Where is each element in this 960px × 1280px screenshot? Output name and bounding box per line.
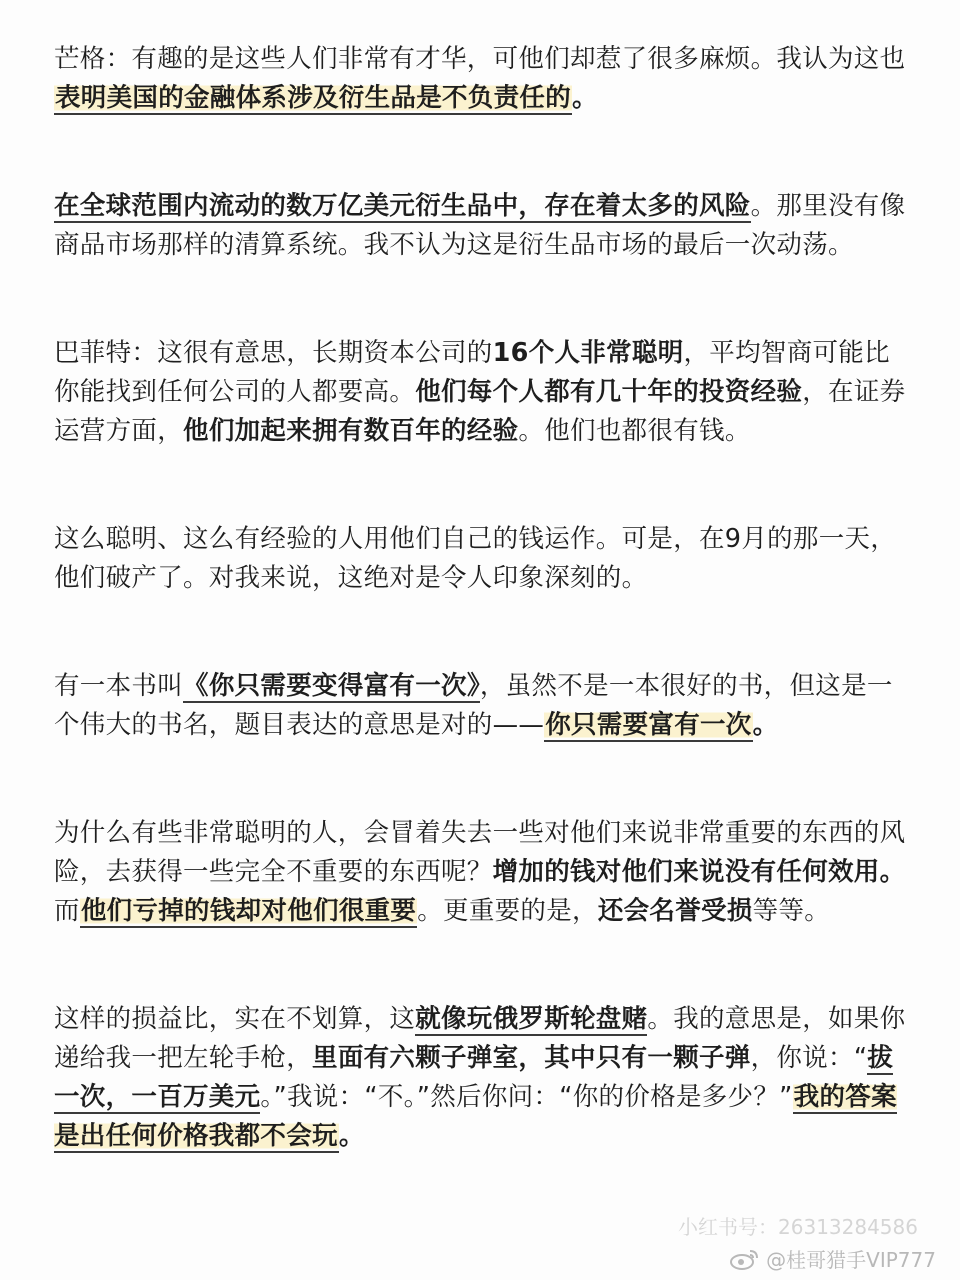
underlined-bold-text: 在全球范围内流动的数万亿美元衍生品中，存在着太多的风险 (54, 191, 751, 221)
watermark-sub: 小红书号：26313284586 (678, 1215, 918, 1239)
text-run: 有一本书叫 (54, 671, 184, 701)
highlighted-text: 我的答案是出任何价格我都不会玩 (54, 1082, 897, 1151)
text-run: 这样的损益比，实在不划算，这 (54, 1004, 416, 1034)
text-run: 。我的意思是，如果你递给我一把左轮手枪， (54, 1004, 906, 1073)
text-run: 为什么有些非常聪明的人，会冒着失去一些对他们来说非常重要的东西的风险，去获得一些完全不重要的东西呢？ (54, 818, 906, 887)
underlined-bold-text: 拔一次，一百万美元 (54, 1043, 894, 1112)
paragraph (54, 187, 912, 265)
text-run: ，你说：“ (750, 1043, 868, 1073)
text-run: ，虽然不是一本很好的书，但这是一个伟大的书名，题目表达的意思是对的—— (54, 671, 893, 740)
watermark (730, 1246, 936, 1274)
bold-text: 。 (572, 83, 598, 113)
highlighted-text: 他们亏掉的钱却对他们很重要 (80, 896, 417, 926)
bold-text: 16个人非常聪明 (492, 338, 684, 368)
text-run: 。”我说：“不。”然后你问：“你的价格是多少？” (260, 1082, 793, 1112)
text-run: 而 (54, 896, 80, 926)
highlighted-text: 表明美国的金融体系涉及衍生品是不负责任的 (55, 83, 572, 113)
text-run: 芒格：有趣的是这些人们非常有才华，可他们却惹了很多麻烦。我认为这也 (54, 44, 906, 74)
bold-text: 。 (752, 710, 779, 740)
bold-text: 里面有六颗子弹室，其中只有一颗子弹 (312, 1043, 751, 1073)
text-run: 等等。 (752, 896, 831, 926)
bold-text: 还会名誉受损 (597, 896, 753, 926)
bold-text: 。 (338, 1121, 365, 1151)
article-body (54, 40, 912, 1156)
bold-text: 增加的钱对他们来说没有任何效用。 (492, 857, 906, 887)
text-run: 这么聪明、这么有经验的人用他们自己的钱运作。可是，在9月的那一天，他们破产了。对我来说，这绝对是令人印象深刻的。 (54, 524, 897, 593)
paragraph (54, 667, 912, 745)
weibo-logo-icon (730, 1248, 760, 1270)
text-run: 。他们也都很有钱。 (518, 416, 751, 446)
text-run: 。更重要的是， (417, 896, 598, 926)
bold-text: 他们加起来拥有数百年的经验 (183, 416, 519, 446)
underlined-bold-text: 就像玩俄罗斯轮盘赌 (415, 1004, 648, 1034)
paragraph (54, 40, 912, 118)
paragraph (54, 1000, 912, 1156)
text-run: 巴菲特：这很有意思，长期资本公司的 (54, 338, 493, 368)
bold-text: 他们每个人都有几十年的投资经验 (415, 377, 803, 407)
paragraph (54, 334, 912, 451)
watermark-handle: @桂哥猎手VIP777 (766, 1248, 936, 1272)
underlined-bold-text: 《你只需要变得富有一次》 (183, 671, 480, 701)
text-run: ，平均智商可能比你能找到任何公司的人都要高。 (54, 338, 890, 407)
paragraph (54, 814, 912, 931)
text-run: ，在证券运营方面， (54, 377, 906, 446)
highlighted-text: 你只需要富有一次 (545, 710, 752, 740)
paragraph (54, 520, 912, 598)
text-run: 。那里没有像商品市场那样的清算系统。我不认为这是衍生品市场的最后一次动荡。 (54, 191, 906, 260)
